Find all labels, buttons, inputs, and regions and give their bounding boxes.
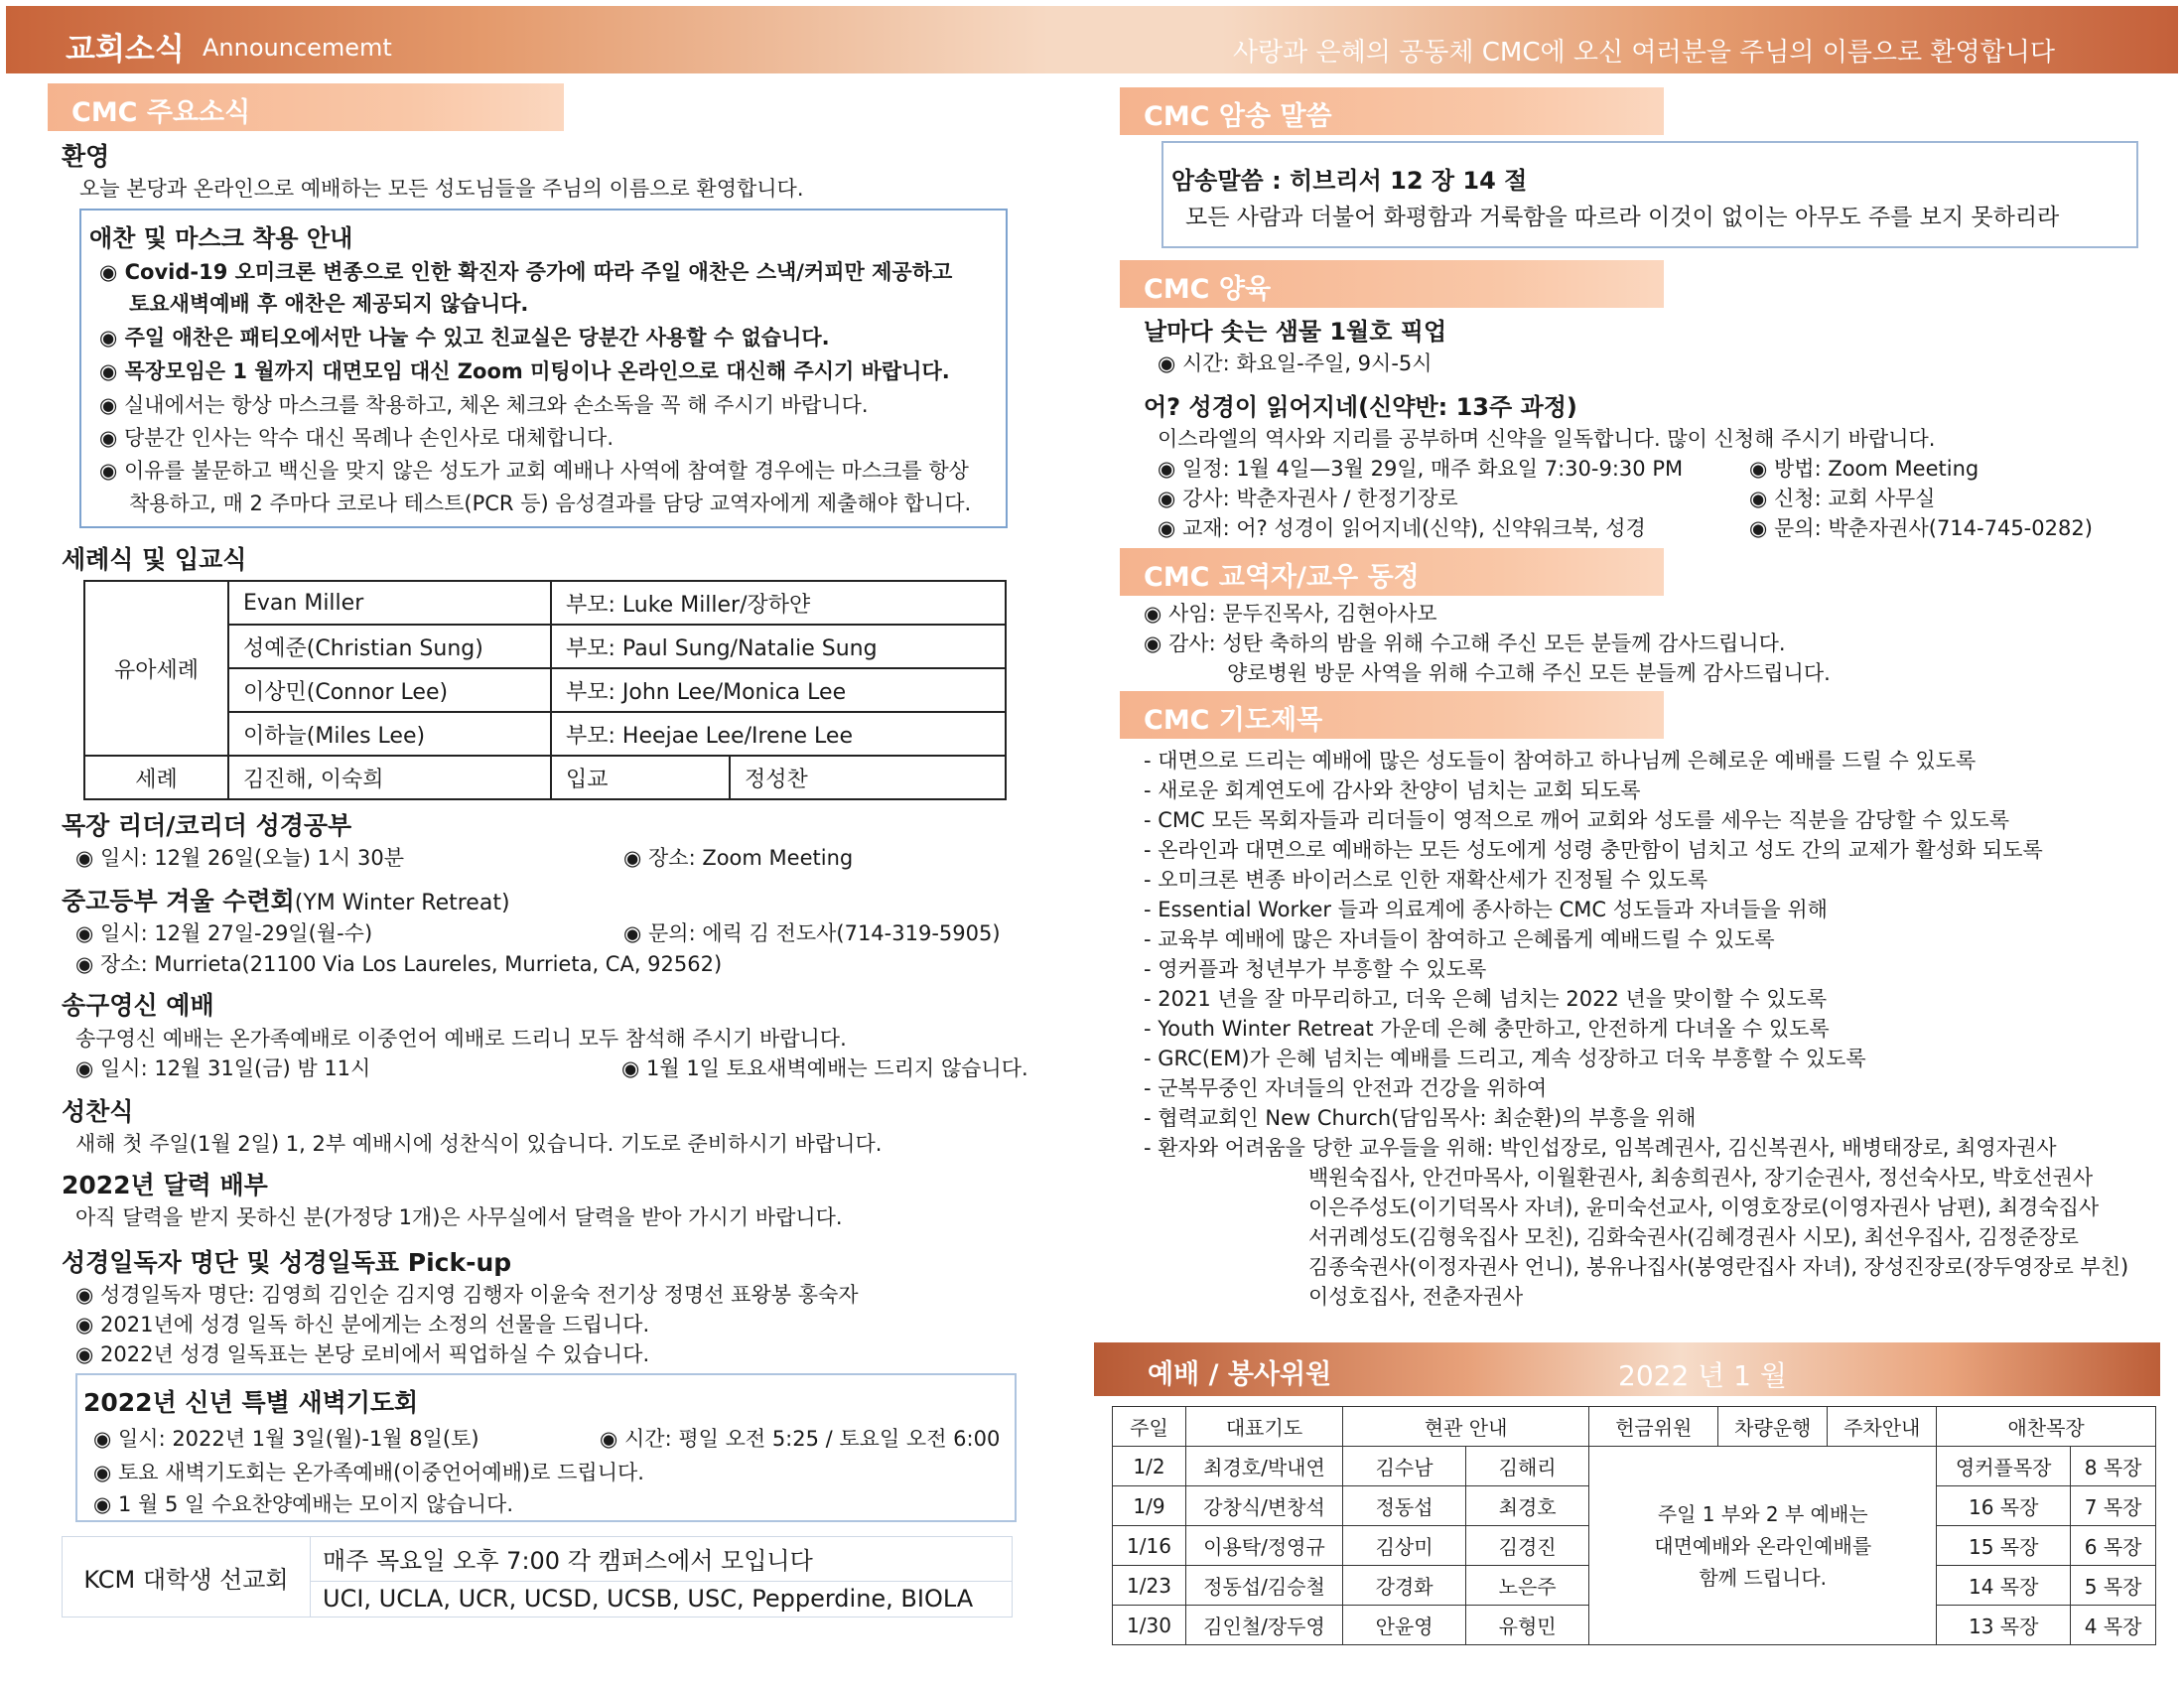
dawn-hours: ◉ 시간: 평일 오전 5:25 / 토요일 오전 6:00 [600, 1427, 1001, 1451]
retreat-title-en: (YM Winter Retreat) [294, 891, 510, 915]
schedule-header: 주일 [1113, 1407, 1186, 1447]
schedule-meal: 8 목장 [2071, 1447, 2156, 1486]
nurture-text-2: 이스라엘의 역사와 지리를 공부하며 신약을 일독합니다. 많이 신청해 주시기 바랍니다. [1158, 427, 1936, 451]
schedule-header: 차량운행 [1718, 1407, 1828, 1447]
schedule-meal: 15 목장 [1937, 1526, 2071, 1566]
retreat-title: 중고등부 겨울 수련회 [62, 887, 295, 915]
mask-item: ◉ 목장모임은 1 월까지 대면모임 대신 Zoom 미팅이나 온라인으로 대신해 주시기 바랍니다. [99, 359, 950, 383]
infant-parents: 부모: Heejae Lee/Irene Lee [551, 712, 1006, 756]
schedule-table [1112, 1406, 2156, 1645]
prayer-patients-cont: 김종숙권사(이정자권사 언니), 봉유나집사(봉영란집사 자녀), 장성진장로(장두영장로 부친) [1308, 1255, 2129, 1279]
schedule-greeter: 안윤영 [1343, 1606, 1466, 1645]
table-row [1113, 1447, 2156, 1486]
kcm-label: KCM 대학생 선교회 [63, 1537, 311, 1618]
dawn-time: ◉ 일시: 2022년 1월 3일(월)-1월 8일(토) [93, 1427, 479, 1451]
prayer-item: - Youth Winter Retreat 가운데 은혜 충만하고, 안전하게 다녀올 수 있도록 [1144, 1017, 1830, 1041]
schedule-meal: 5 목장 [2071, 1566, 2156, 1606]
mask-item: ◉ 주일 애찬은 패티오에서만 나눌 수 있고 친교실은 당분간 사용할 수 없습니다. [99, 326, 830, 350]
section-nurture: CMC 양육 [1120, 260, 1664, 308]
infant-name: 이상민(Connor Lee) [228, 668, 551, 712]
schedule-date: 1/23 [1113, 1566, 1186, 1606]
header-subtitle: Announcememt [203, 34, 392, 62]
kcm-line1: 매주 목요일 오후 7:00 각 캠퍼스에서 모입니다 [311, 1537, 1013, 1582]
schedule-note-line: 대면예배와 온라인예배를 [1654, 1533, 1872, 1558]
baptism-label: 세례 [84, 756, 228, 799]
schedule-greeter: 노은주 [1466, 1566, 1589, 1606]
newyear-note: ◉ 1월 1일 토요새벽예배는 드리지 않습니다. [621, 1056, 1028, 1080]
schedule-meal: 14 목장 [1937, 1566, 2071, 1606]
schedule-date: 1/2 [1113, 1447, 1186, 1486]
schedule-header: 헌금위원 [1589, 1407, 1718, 1447]
schedule-header: 대표기도 [1186, 1407, 1343, 1447]
schedule-greeter: 최경호 [1466, 1486, 1589, 1526]
schedule-date: 1/30 [1113, 1606, 1186, 1645]
retreat-time: ◉ 일시: 12월 27일-29일(월-수) [75, 921, 373, 945]
schedule-note-line: 주일 1 부와 2 부 예배는 [1657, 1501, 1868, 1526]
prayer-patients-cont: 서귀례성도(김형욱집사 모친), 김화숙권사(김혜경권사 시모), 최선우집사, 김정준장로 [1308, 1225, 2079, 1249]
schedule-note-line: 함께 드립니다. [1699, 1565, 1828, 1590]
header-banner [6, 6, 2178, 73]
retreat-place: ◉ 장소: Murrieta(21100 Via Los Laureles, Murrieta, CA, 92562) [75, 952, 723, 976]
prayer-item: - 교육부 예배에 많은 자녀들이 참여하고 은혜롭게 예배드릴 수 있도록 [1144, 927, 1775, 951]
prayer-list [1144, 745, 2128, 1311]
schedule-note [1589, 1447, 1937, 1645]
infant-label: 유아세례 [84, 581, 228, 756]
confirm-name: 정성찬 [730, 756, 1006, 799]
memory-ref: 암송말씀 : 히브리서 12 장 14 절 [1171, 167, 1528, 195]
table-row [84, 756, 1006, 799]
welcome-text: 오늘 본당과 온라인으로 예배하는 모든 성도님들을 주님의 이름으로 환영합니다. [79, 177, 804, 201]
mask-item: ◉ 실내에서는 항상 마스크를 착용하고, 체온 체크와 손소독을 꼭 해 주시기 바랍니다. [99, 393, 869, 417]
schedule-meal: 6 목장 [2071, 1526, 2156, 1566]
leader-time: ◉ 일시: 12월 26일(오늘) 1시 30분 [75, 846, 404, 870]
dawn-title: 2022년 신년 특별 새벽기도회 [83, 1388, 419, 1417]
prayer-item: - 협력교회인 New Church(담임목사: 최순환)의 부흥을 위해 [1144, 1106, 1697, 1130]
schedule-greeter: 김경진 [1466, 1526, 1589, 1566]
nurture-title-2: 어? 성경이 읽어지네(신약반: 13주 과정) [1144, 393, 1577, 421]
dawn-prayer-box [75, 1373, 1017, 1522]
bible-item: ◉ 2021년에 성경 일독 하신 분에게는 소정의 선물을 드립니다. [75, 1313, 650, 1336]
section-staff-news: CMC 교역자/교우 동정 [1120, 548, 1664, 596]
schedule-prayer: 이용탁/정영규 [1186, 1526, 1343, 1566]
schedule-prayer: 정동섭/김승철 [1186, 1566, 1343, 1606]
nurture-item: ◉ 강사: 박춘자권사 / 한정기장로 [1158, 487, 1458, 510]
infant-name: Evan Miller [228, 581, 551, 625]
leader-place: ◉ 장소: Zoom Meeting [623, 846, 854, 870]
nurture-item: ◉ 교재: 어? 성경이 읽어지네(신약), 신약워크북, 성경 [1158, 516, 1646, 540]
communion-text: 새해 첫 주일(1월 2일) 1, 2부 예배시에 성찬식이 있습니다. 기도로 준비하시기 바랍니다. [75, 1132, 883, 1156]
prayer-item: - CMC 모든 목회자들과 리더들이 영적으로 깨어 교회와 성도를 세우는 직분을 감당할 수 있도록 [1144, 808, 2010, 832]
schedule-greeter: 김상미 [1343, 1526, 1466, 1566]
staff-item: 양로병원 방문 사역을 위해 수고해 주신 모든 분들께 감사드립니다. [1227, 661, 1831, 685]
prayer-item: - 영커플과 청년부가 부흥할 수 있도록 [1144, 957, 1487, 981]
bible-item: ◉ 2022년 성경 일독표는 본당 로비에서 픽업하실 수 있습니다. [75, 1342, 650, 1366]
mask-title: 애찬 및 마스크 착용 안내 [89, 224, 353, 252]
nurture-item: ◉ 일정: 1월 4일—3월 29일, 매주 화요일 7:30-9:30 PM [1158, 457, 1684, 481]
schedule-title: 예배 / 봉사위원 [1148, 1359, 1332, 1390]
infant-name: 이하늘(Miles Lee) [228, 712, 551, 756]
section-prayer: CMC 기도제목 [1120, 691, 1664, 739]
newyear-time: ◉ 일시: 12월 31일(금) 밤 11시 [75, 1056, 371, 1080]
schedule-greeter: 김해리 [1466, 1447, 1589, 1486]
kcm-table [62, 1536, 1013, 1618]
leader-title: 목장 리더/코리더 성경공부 [62, 811, 352, 840]
prayer-patients-cont: 이성호집사, 전춘자권사 [1308, 1285, 1524, 1309]
schedule-meal: 영커플목장 [1937, 1447, 2071, 1486]
schedule-greeter: 김수남 [1343, 1447, 1466, 1486]
confirm-label: 입교 [551, 756, 730, 799]
mask-item: 착용하고, 매 2 주마다 코로나 테스트(PCR 등) 음성결과를 담당 교역자에게 제출해야 합니다. [129, 492, 972, 515]
bible-title: 성경일독자 명단 및 성경일독표 Pick-up [62, 1248, 512, 1277]
nurture-item: ◉ 신청: 교회 사무실 [1749, 487, 1936, 510]
schedule-greeter: 정동섭 [1343, 1486, 1466, 1526]
schedule-header: 애찬목장 [1937, 1407, 2156, 1447]
prayer-item: - 대면으로 드리는 예배에 많은 성도들이 참여하고 하나님께 은혜로운 예배를 드릴 수 있도록 [1144, 749, 1977, 773]
welcome-title: 환영 [62, 142, 110, 171]
prayer-patients-cont: 이은주성도(이기덕목사 자녀), 윤미숙선교사, 이영호장로(이영자권사 남편), 최경숙집사 [1308, 1196, 2100, 1219]
mask-item: ◉ Covid-19 오미크론 변종으로 인한 확진자 증가에 따라 주일 애찬은 스낵/커피만 제공하고 [99, 260, 953, 284]
schedule-date: 1/16 [1113, 1526, 1186, 1566]
nurture-time-1: ◉ 시간: 화요일-주일, 9시-5시 [1158, 352, 1433, 375]
table-row [84, 581, 1006, 625]
infant-parents: 부모: Paul Sung/Natalie Sung [551, 625, 1006, 668]
baptism-title: 세례식 및 입교식 [62, 545, 247, 574]
baptism-names: 김진해, 이숙희 [228, 756, 551, 799]
header-title: 교회소식 [66, 32, 185, 68]
section-memory-verse: CMC 암송 말씀 [1120, 87, 1664, 135]
infant-parents: 부모: John Lee/Monica Lee [551, 668, 1006, 712]
retreat-heading [62, 882, 510, 917]
table-row [63, 1537, 1013, 1582]
memory-verse-box [1161, 141, 2138, 248]
calendar-title: 2022년 달력 배부 [62, 1171, 268, 1199]
dawn-item: ◉ 토요 새벽기도회는 온가족예배(이중언어예배)로 드립니다. [93, 1461, 644, 1484]
schedule-meal: 16 목장 [1937, 1486, 2071, 1526]
staff-item: ◉ 감사: 성탄 축하의 밤을 위해 수고해 주신 모든 분들께 감사드립니다. [1144, 632, 1786, 655]
table-row [1113, 1407, 2156, 1447]
newyear-title: 송구영신 예배 [62, 991, 214, 1020]
retreat-contact: ◉ 문의: 에릭 김 전도사(714-319-5905) [623, 921, 1001, 945]
dawn-item: ◉ 1 월 5 일 수요찬양예배는 모이지 않습니다. [93, 1492, 514, 1516]
bible-item: ◉ 성경일독자 명단: 김영희 김인순 김지영 김행자 이윤숙 전기상 정명선 표왕봉 홍숙자 [75, 1283, 859, 1307]
mask-item: 토요새벽예배 후 애찬은 제공되지 않습니다. [129, 292, 529, 316]
prayer-item: - 새로운 회계연도에 감사와 찬양이 넘치는 교회 되도록 [1144, 778, 1641, 802]
communion-title: 성찬식 [62, 1097, 134, 1126]
mask-item: ◉ 이유를 불문하고 백신을 맞지 않은 성도가 교회 예배나 사역에 참여할 경우에는 마스크를 항상 [99, 459, 969, 483]
schedule-header: 주차안내 [1828, 1407, 1937, 1447]
schedule-prayer: 김인철/장두영 [1186, 1606, 1343, 1645]
section-main-news: CMC 주요소식 [48, 83, 564, 131]
memory-text: 모든 사람과 더불어 화평함과 거룩함을 따르라 이것이 없이는 아무도 주를 보지 못하리라 [1185, 205, 2060, 230]
schedule-header: 현관 안내 [1343, 1407, 1589, 1447]
calendar-text: 아직 달력을 받지 못하신 분(가정당 1개)은 사무실에서 달력을 받아 가시기 바랍니다. [75, 1205, 843, 1229]
prayer-item: - 오미크론 변종 바이러스로 인한 재확산세가 진정될 수 있도록 [1144, 868, 1708, 892]
schedule-meal: 13 목장 [1937, 1606, 2071, 1645]
schedule-greeter: 유형민 [1466, 1606, 1589, 1645]
prayer-item: - Essential Worker 들과 의료계에 종사하는 CMC 성도들과 자녀들을 위해 [1144, 898, 1828, 921]
baptism-table [83, 580, 1007, 800]
prayer-item: - 온라인과 대면으로 예배하는 모든 성도에게 성령 충만함이 넘치고 성도 간의 교제가 활성화 되도록 [1144, 838, 2043, 862]
mask-item: ◉ 당분간 인사는 악수 대신 목례나 손인사로 대체합니다. [99, 426, 614, 450]
nurture-item: ◉ 방법: Zoom Meeting [1749, 457, 1979, 481]
schedule-month: 2022 년 1 월 [1618, 1359, 1787, 1392]
schedule-meal: 7 목장 [2071, 1486, 2156, 1526]
schedule-banner [1094, 1342, 2160, 1396]
schedule-prayer: 강창식/변창석 [1186, 1486, 1343, 1526]
nurture-title-1: 날마다 솟는 샘물 1월호 픽업 [1144, 318, 1447, 346]
nurture-item: ◉ 문의: 박춘자권사(714-745-0282) [1749, 516, 2093, 540]
prayer-item: - GRC(EM)가 은혜 넘치는 예배를 드리고, 계속 성장하고 더욱 부흥할 수 있도록 [1144, 1047, 1866, 1070]
newyear-text: 송구영신 예배는 온가족예배로 이중언어 예배로 드리니 모두 참석해 주시기 바랍니다. [75, 1027, 847, 1051]
mask-notice-box [79, 209, 1008, 528]
schedule-date: 1/9 [1113, 1486, 1186, 1526]
infant-parents: 부모: Luke Miller/장하얀 [551, 581, 1006, 625]
prayer-patients-cont: 백원숙집사, 안건마목사, 이월환권사, 최송희권사, 장기순권사, 정선숙사모, 박호선권사 [1308, 1166, 2094, 1190]
prayer-item: - 2021 년을 잘 마무리하고, 더욱 은혜 넘치는 2022 년을 맞이할 수 있도록 [1144, 987, 1828, 1011]
kcm-line2: UCI, UCLA, UCR, UCSD, UCSB, USC, Pepperdine, BIOLA [311, 1581, 1013, 1617]
schedule-greeter: 강경화 [1343, 1566, 1466, 1606]
prayer-item: - 환자와 어려움을 당한 교우들을 위해: 박인섭장로, 임복례권사, 김신복권사, 배병태장로, 최영자권사 [1144, 1136, 2057, 1160]
staff-item: ◉ 사임: 문두진목사, 김현아사모 [1144, 602, 1437, 626]
prayer-item: - 군복무중인 자녀들의 안전과 건강을 위하여 [1144, 1076, 1548, 1100]
schedule-meal: 4 목장 [2071, 1606, 2156, 1645]
infant-name: 성예준(Christian Sung) [228, 625, 551, 668]
schedule-prayer: 최경호/박내연 [1186, 1447, 1343, 1486]
header-welcome: 사랑과 은혜의 공동체 CMC에 오신 여러분을 주님의 이름으로 환영합니다 [1232, 38, 2055, 68]
